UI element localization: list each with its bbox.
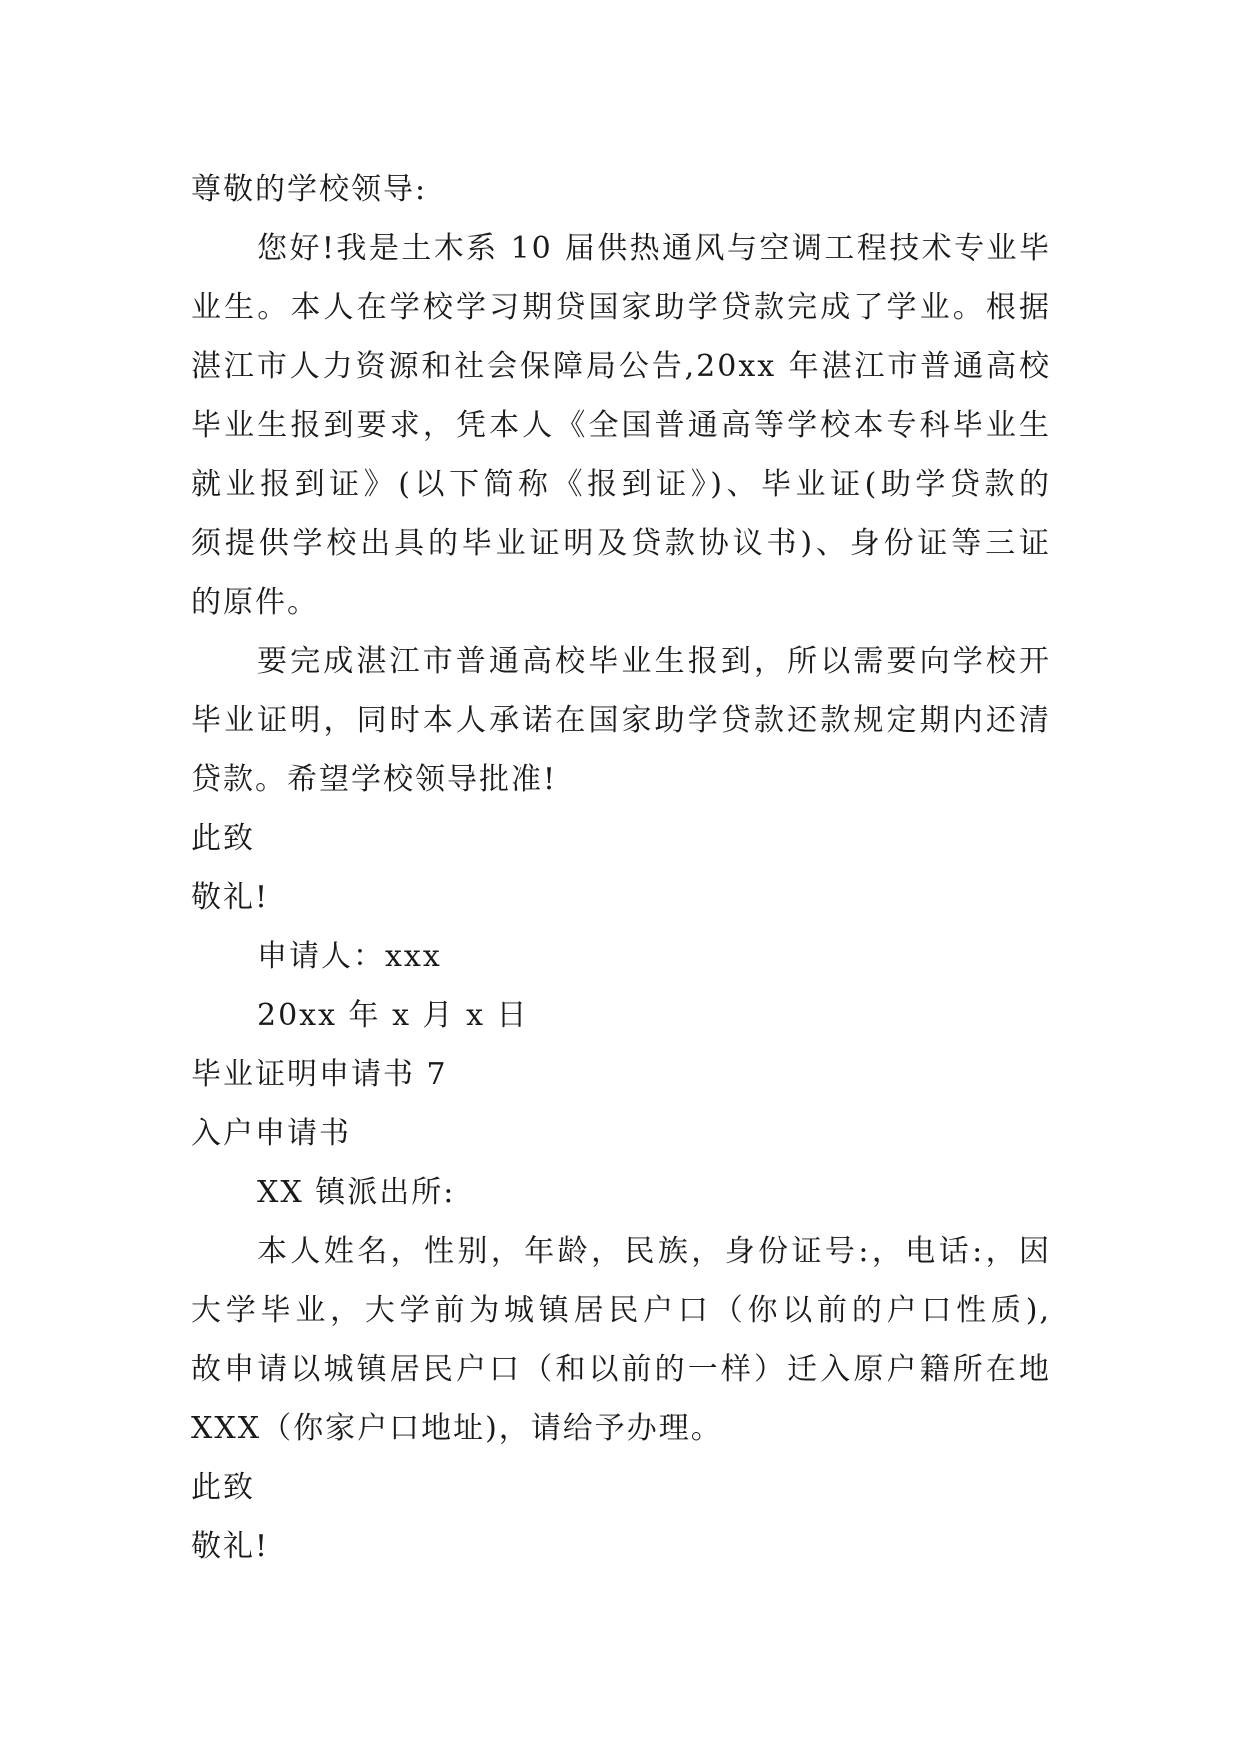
document-body [191,160,1051,1576]
paragraph-3 [191,1222,1051,1458]
closing-salutation: 此致 [191,821,255,856]
addressee: XX 镇派出所: [257,1175,456,1210]
section-title: 毕业证明申请书 7 [191,1057,448,1092]
paragraph-2 [191,632,1051,809]
paragraph-line: XXX（你家户口地址)，请给予办理。 [191,1411,723,1446]
paragraph-line: 须提供学校出具的毕业证明及贷款协议书)、身份证等三证 [191,526,1051,561]
paragraph-line: 业生。本人在学校学习期贷国家助学贷款完成了学业。根据 [191,290,1051,325]
paragraph-line: 大学毕业，大学前为城镇居民户口（你以前的户口性质), [191,1293,1051,1328]
paragraph-line: 就业报到证》(以下简称《报到证》)、毕业证(助学贷款的 [191,467,1051,502]
paragraph-line: 的原件。 [191,585,319,620]
closing-respect: 敬礼! [191,1529,270,1564]
paragraph-line: 本人姓名，性别，年龄，民族，身份证号:，电话:，因 [257,1234,1051,1269]
letter-date: 20xx 年 x 月 x 日 [257,998,529,1033]
paragraph-line: 要完成湛江市普通高校毕业生报到，所以需要向学校开 [257,644,1051,679]
applicant-signature: 申请人：xxx [257,939,442,974]
paragraph-line: 您好!我是土木系 10 届供热通风与空调工程技术专业毕 [257,231,1051,266]
paragraph-line: 湛江市人力资源和社会保障局公告,20xx 年湛江市普通高校 [191,349,1051,384]
salutation: 尊敬的学校领导: [191,172,428,207]
paragraph-line: 故申请以城镇居民户口（和以前的一样）迁入原户籍所在地 [191,1352,1051,1387]
closing-respect: 敬礼! [191,880,270,915]
paragraph-line: 毕业生报到要求，凭本人《全国普通高等学校本专科毕业生 [191,408,1051,443]
closing-salutation: 此致 [191,1470,255,1505]
paragraph-line: 贷款。希望学校领导批准! [191,762,558,797]
paragraph-1 [191,219,1051,632]
letter-title: 入户申请书 [191,1116,351,1151]
paragraph-line: 毕业证明，同时本人承诺在国家助学贷款还款规定期内还清 [191,703,1051,738]
